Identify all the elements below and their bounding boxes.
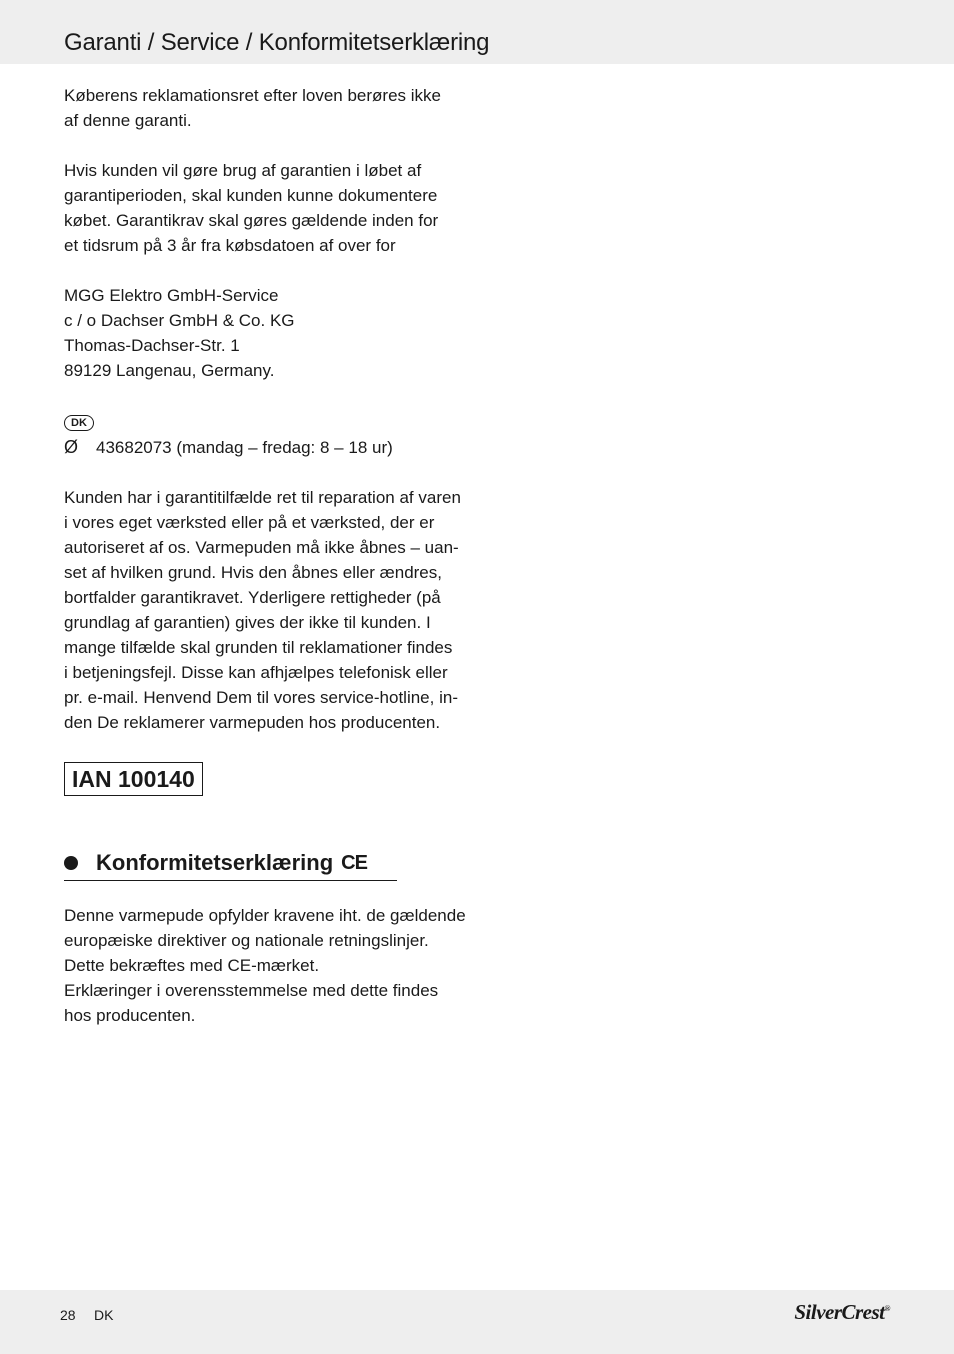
section-title: Konformitetserklæring (96, 850, 334, 875)
ce-mark-icon: CE (341, 851, 367, 874)
footer-language: DK (94, 1307, 114, 1323)
page-header (0, 0, 954, 64)
page-footer (0, 1290, 954, 1354)
brand-logo: SilverCrest® (794, 1300, 890, 1324)
paragraph-reklamationsret: Køberens reklamationsret efter loven berøres ikke af denne garanti. (64, 86, 441, 130)
section-heading-konformitet (64, 848, 397, 881)
page-number: 28 (60, 1307, 76, 1323)
service-phone (64, 435, 464, 460)
bullet-icon (64, 856, 78, 870)
phone-icon: Ø (64, 437, 79, 457)
paragraph-konformitet: Denne varmepude opfylder kravene iht. de gældende europæiske direktiver og nationale retningslinjer. Dette bekræftes med CE-mærket. Erklæringer i overensstemmelse med dette findes hos producenten. (64, 906, 466, 1025)
paragraph-garanti: Hvis kunden vil gøre brug af garantien i løbet af garantiperioden, skal kunden kunne dokumentere købet. Garantikrav skal gøres gældende inden for et tidsrum på 3 år fra købsdatoen af over for (64, 161, 439, 255)
page-title: Garanti / Service / Konformitetserklæring (64, 29, 490, 56)
main-column (64, 83, 464, 1053)
country-badge: DK (64, 415, 94, 431)
ian-number: IAN 100140 (64, 762, 203, 796)
phone-text: 43682073 (mandag – fredag: 8 – 18 ur) (96, 438, 393, 457)
paragraph-reparation: Kunden har i garantitilfælde ret til reparation af varen i vores eget værksted eller på et værksted, der er autoriseret af os. Varmepuden må ikke åbnes – uan- set af hvilken grund. Hvis den åbnes eller ændres, bortfalder garantikravet. Yderligere rettigheder (på grundlag af garantien) gives der ikke til kunden. I mange tilfælde skal grunden til reklamationer findes i betjeningsfejl. Disse kan afhjælpes telefonisk eller pr. e-mail. Henvend Dem til vores service-hotline, in- den De reklamerer varmepuden hos producenten. (64, 488, 461, 732)
service-address: MGG Elektro GmbH-Service c / o Dachser GmbH & Co. KG Thomas-Dachser-Str. 1 89129 Langenau, Germany. (64, 286, 295, 380)
